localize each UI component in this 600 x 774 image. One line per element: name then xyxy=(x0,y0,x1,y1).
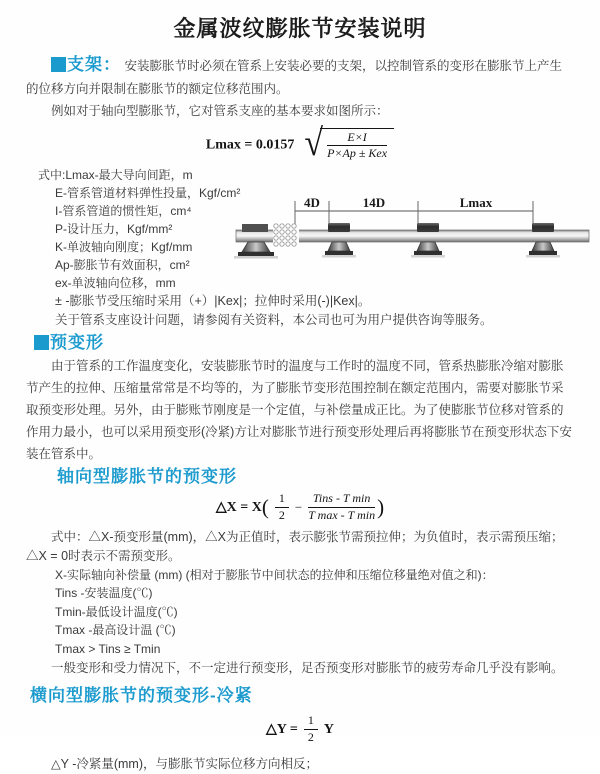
bellows xyxy=(273,224,299,246)
fraction-numerator: Tins - T min xyxy=(308,492,375,508)
fraction-numerator: 1 xyxy=(275,492,289,508)
close-paren: ) xyxy=(377,494,385,519)
radical-group xyxy=(304,122,394,165)
fraction-denominator: T max - T min xyxy=(308,507,376,522)
axial-line: Tmax -最高设计温 (℃) xyxy=(55,623,176,638)
preform-section-heading xyxy=(34,334,600,353)
fraction-denominator: 2 xyxy=(278,507,285,522)
axial-line: X-实际轴向补偿量 (mm) (相对于膨胀节中间状态的拉伸和压缩位移量绝对值之和)： xyxy=(55,567,494,582)
definition-line: P-设计压力，Kgf/mm² xyxy=(55,222,173,237)
open-paren: ( xyxy=(261,494,269,519)
section-bullet-icon xyxy=(34,335,49,350)
lateral-subheading: 横向型膨胀节的预变形-冷紧 xyxy=(30,686,253,706)
definition-line: Ap-膨胀节有效面积，cm² xyxy=(55,258,190,273)
axial-line: Tmin-最低设计温度(℃) xyxy=(55,604,178,619)
radical-sign-icon: √ xyxy=(304,122,324,165)
fraction-half xyxy=(304,714,318,745)
formula-dy-lhs: △Y = xyxy=(266,722,298,738)
definition-line: 式中:Lmax-最大导向间距，m xyxy=(38,168,193,183)
definition-line: E-管系管道材料弹性投量，Kgf/cm² xyxy=(55,186,241,201)
preform-paragraph: 由于管系的工作温度变化，安装膨胀节时的温度与工作时的温度不同，管系热膨胀冷缩对膨胀节产生的拉伸、压缩量常常是不均等的，为了膨胀节变形范围控制在额定范围内，需要对膨胀节采取预变形处理。另外，由于膨账节刚度是一个定值，与补偿量成正比。为了使膨胀节位移对管系的作用力最小，也可以采用预变形(冷紧)方让对膨胀节进行预变形处理后再将膨胀节在预变形状态下安装在管系中。 xyxy=(26,359,572,462)
formula-lmax xyxy=(0,122,600,165)
fraction-numerator: E×I xyxy=(327,131,387,147)
definition-line: ex-单波轴向位移，mm xyxy=(55,276,176,291)
formula-dx-lhs: △X = X xyxy=(215,500,262,516)
fraction-denominator: 2 xyxy=(307,729,314,744)
preform-section-title: 预变形 xyxy=(50,333,104,353)
radicand xyxy=(320,128,394,162)
fraction-numerator: 1 xyxy=(304,714,318,730)
lateral-note: △Y -冷紧量(mm)，与膨胀节实际位移方向相反； xyxy=(51,756,319,771)
axial-line: Tmax > Tins ≥ Tmin xyxy=(55,641,161,656)
fraction-half xyxy=(275,492,289,523)
axial-note: 一般变形和受力情况下，不一定进行预变形，足否预变形对膨胀节的疲劳寿命几乎没有影响。 xyxy=(51,661,564,676)
dim-label-14d: 14D xyxy=(362,195,386,210)
dim-label-4d: 4D xyxy=(304,195,320,210)
axial-subheading: 轴向型膨胀节的预变形 xyxy=(57,467,237,487)
zhijia-section-title: 支架： xyxy=(67,55,121,74)
fraction xyxy=(327,131,387,162)
minus-sign: − xyxy=(294,499,303,515)
formula-lmax-lhs: Lmax = 0.0157 xyxy=(205,136,295,152)
definition-line: K-单波轴向刚度；Kgf/mm xyxy=(55,240,193,255)
formula-delta-x xyxy=(0,492,600,523)
axial-line: Tins -安装温度(℃) xyxy=(55,586,153,601)
fraction-temperature xyxy=(308,492,375,523)
definition-line: I-管系管道的惯性矩，cm⁴ xyxy=(55,204,192,219)
fraction-denominator: P×Ap ± Kex xyxy=(327,146,388,161)
pipe-support-diagram xyxy=(230,190,598,290)
service-note: 关于管系支座设计问题，请参阅有关资料，本公司也可为用户提供咨询等服务。 xyxy=(55,313,493,328)
section-bullet-icon xyxy=(51,57,66,72)
zhijia-example-text: 例如对于轴向型膨胀节，它对管系支座的基本要求如图所示： xyxy=(51,104,389,118)
page-title: 金属波纹膨胀节安装说明 xyxy=(173,16,427,41)
formula-delta-y xyxy=(0,714,600,745)
dim-label-lmax: Lmax xyxy=(459,195,493,210)
zhijia-intro-text: 安装膨胀节时必须在管系上安装必要的支架，以控制管系的变形在膨胀节上产生的位移方向并限制在膨胀节的额定位移范围内。 xyxy=(26,59,562,96)
axial-explain: 式中：△X-预变形量(mm)，△X为正值时，表示膨张节需预拉伸；为负值时，表示需预压缩；△X = 0时表示不需预变形。 xyxy=(26,529,564,563)
zhijia-intro-paragraph xyxy=(26,55,574,100)
pm-note: ± -膨胀节受压缩时采用（+）|Kex|；拉伸时采用(-)|Kex|。 xyxy=(55,294,371,309)
formula-dy-rhs: Y xyxy=(323,722,334,738)
